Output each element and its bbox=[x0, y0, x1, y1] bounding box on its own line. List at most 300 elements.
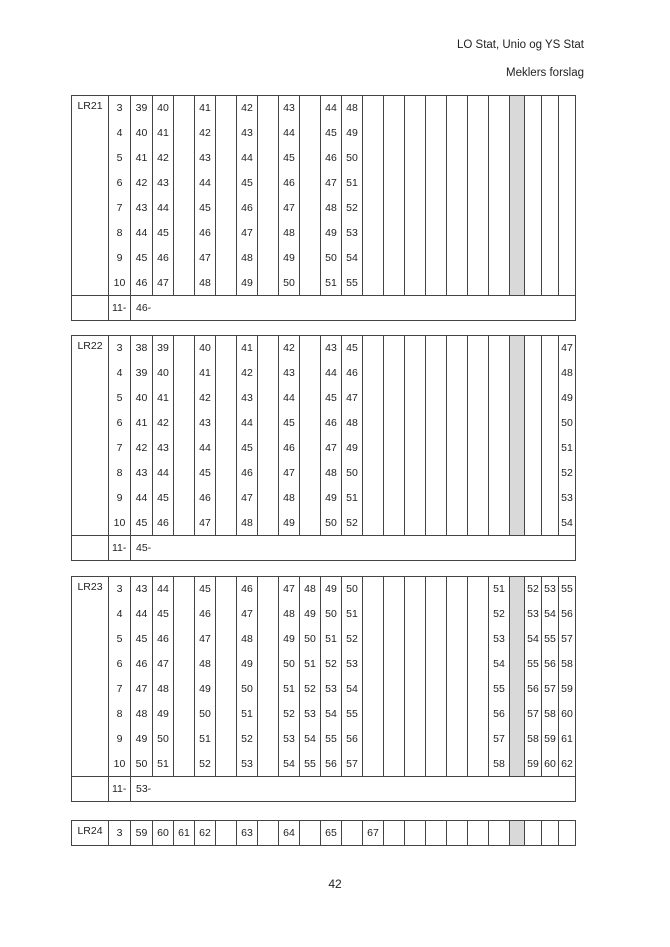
table-cell bbox=[447, 386, 468, 411]
table-cell bbox=[363, 752, 384, 777]
table-cell bbox=[447, 821, 468, 846]
table-cell bbox=[468, 386, 489, 411]
table-cell bbox=[258, 752, 279, 777]
table-cell: 7 bbox=[109, 196, 131, 221]
table-cell: 52 bbox=[279, 702, 300, 727]
table-cell: 53 bbox=[342, 221, 363, 246]
table-cell: 58 bbox=[559, 652, 576, 677]
table-cell bbox=[174, 411, 195, 436]
table-row bbox=[72, 246, 576, 271]
table-cell: 49 bbox=[237, 271, 258, 296]
table-cell bbox=[384, 752, 405, 777]
table-cell bbox=[363, 271, 384, 296]
table-cell bbox=[405, 271, 426, 296]
table-cell bbox=[489, 511, 510, 536]
table-cell bbox=[258, 702, 279, 727]
table-cell bbox=[384, 336, 405, 361]
table-cell: 46 bbox=[237, 196, 258, 221]
table-cell bbox=[216, 627, 237, 652]
table-cell bbox=[405, 221, 426, 246]
table-cell bbox=[426, 246, 447, 271]
table-cell bbox=[525, 821, 542, 846]
table-cell: 54 bbox=[489, 652, 510, 677]
table-cell: 53 bbox=[300, 702, 321, 727]
table-cell bbox=[542, 461, 559, 486]
table-cell bbox=[258, 821, 279, 846]
table-cell: 51 bbox=[300, 652, 321, 677]
table-cell bbox=[300, 246, 321, 271]
table-cell: 55 bbox=[342, 271, 363, 296]
table-cell bbox=[468, 271, 489, 296]
table-cell: 49 bbox=[321, 486, 342, 511]
table-cell bbox=[426, 677, 447, 702]
table-cell bbox=[405, 146, 426, 171]
table-cell bbox=[384, 486, 405, 511]
table-cell: 53 bbox=[489, 627, 510, 652]
table-cell: 52 bbox=[559, 461, 576, 486]
table-cell bbox=[426, 652, 447, 677]
table-cell bbox=[174, 486, 195, 511]
table-cell: 43 bbox=[237, 386, 258, 411]
table-cell: 43 bbox=[237, 121, 258, 146]
table-cell: 52 bbox=[489, 602, 510, 627]
table-cell: 48 bbox=[131, 702, 153, 727]
table-cell bbox=[510, 652, 525, 677]
table-cell bbox=[510, 702, 525, 727]
table-cell: 48 bbox=[237, 246, 258, 271]
footer-level: 53- bbox=[131, 777, 576, 802]
table-cell bbox=[363, 436, 384, 461]
table-cell bbox=[426, 702, 447, 727]
table-row bbox=[72, 652, 576, 677]
table-cell bbox=[447, 411, 468, 436]
footer-blank-cell bbox=[72, 296, 109, 321]
table-cell bbox=[258, 246, 279, 271]
table-cell: 59 bbox=[525, 752, 542, 777]
table-cell: 52 bbox=[195, 752, 216, 777]
table-cell bbox=[510, 196, 525, 221]
table-row bbox=[72, 411, 576, 436]
table-cell bbox=[447, 627, 468, 652]
table-cell: 44 bbox=[153, 577, 174, 602]
table-cell bbox=[300, 386, 321, 411]
table-cell bbox=[542, 246, 559, 271]
table-cell bbox=[384, 271, 405, 296]
table-cell bbox=[510, 221, 525, 246]
table-cell bbox=[174, 702, 195, 727]
table-cell bbox=[426, 221, 447, 246]
table-cell: 4 bbox=[109, 121, 131, 146]
table-cell: 47 bbox=[321, 436, 342, 461]
table-cell bbox=[363, 461, 384, 486]
table-cell: 43 bbox=[131, 577, 153, 602]
table-cell bbox=[542, 436, 559, 461]
table-cell: 6 bbox=[109, 171, 131, 196]
table-cell bbox=[426, 752, 447, 777]
table-cell bbox=[426, 602, 447, 627]
table-cell bbox=[542, 411, 559, 436]
table-cell bbox=[489, 246, 510, 271]
table-cell bbox=[510, 436, 525, 461]
table-cell bbox=[405, 511, 426, 536]
table-cell: 44 bbox=[153, 461, 174, 486]
footer-level: 45- bbox=[131, 536, 576, 561]
table-footer-row bbox=[72, 296, 576, 321]
table-cell: 6 bbox=[109, 411, 131, 436]
table-cell bbox=[468, 461, 489, 486]
table-row bbox=[72, 121, 576, 146]
table-row bbox=[72, 602, 576, 627]
table-cell: 47 bbox=[559, 336, 576, 361]
table-cell: 54 bbox=[300, 727, 321, 752]
table-cell: 49 bbox=[342, 436, 363, 461]
table-cell bbox=[542, 361, 559, 386]
lr-code: LR21 bbox=[72, 96, 109, 296]
table-footer-row bbox=[72, 536, 576, 561]
table-cell bbox=[559, 121, 576, 146]
header-line-2: Meklers forslag bbox=[506, 67, 584, 79]
table-row bbox=[72, 727, 576, 752]
table-cell: 41 bbox=[131, 411, 153, 436]
footer-blank-cell bbox=[72, 536, 109, 561]
footer-step: 11- bbox=[109, 536, 131, 561]
table-cell: 48 bbox=[559, 361, 576, 386]
lr-code: LR22 bbox=[72, 336, 109, 536]
table-cell bbox=[174, 461, 195, 486]
table-cell bbox=[468, 602, 489, 627]
table-cell: 47 bbox=[279, 577, 300, 602]
table-cell bbox=[363, 196, 384, 221]
table-cell bbox=[258, 221, 279, 246]
table-cell bbox=[300, 221, 321, 246]
table-cell: 42 bbox=[279, 336, 300, 361]
table-cell bbox=[489, 486, 510, 511]
table-cell bbox=[447, 146, 468, 171]
table-cell: 53 bbox=[525, 602, 542, 627]
table-cell bbox=[559, 271, 576, 296]
table-cell bbox=[216, 821, 237, 846]
table-cell bbox=[510, 727, 525, 752]
table-cell: 54 bbox=[559, 511, 576, 536]
table-cell bbox=[525, 486, 542, 511]
table-cell: 45 bbox=[131, 246, 153, 271]
table-cell: 45 bbox=[195, 196, 216, 221]
table-cell bbox=[489, 821, 510, 846]
table-cell: 46 bbox=[153, 627, 174, 652]
table-footer-row bbox=[72, 777, 576, 802]
table-cell: 3 bbox=[109, 821, 131, 846]
table-cell: 56 bbox=[342, 727, 363, 752]
table-cell: 6 bbox=[109, 652, 131, 677]
table-cell: 46 bbox=[279, 171, 300, 196]
table-cell bbox=[384, 411, 405, 436]
table-cell bbox=[525, 146, 542, 171]
table-cell bbox=[384, 602, 405, 627]
table-cell bbox=[510, 336, 525, 361]
table-cell: 49 bbox=[321, 577, 342, 602]
table-cell: 50 bbox=[342, 461, 363, 486]
table-cell: 55 bbox=[542, 627, 559, 652]
table-cell bbox=[258, 486, 279, 511]
table-cell bbox=[468, 146, 489, 171]
table-cell: 45 bbox=[279, 411, 300, 436]
table-cell bbox=[300, 436, 321, 461]
table-cell bbox=[405, 677, 426, 702]
table-cell: 58 bbox=[542, 702, 559, 727]
table-cell: 65 bbox=[321, 821, 342, 846]
table-cell bbox=[542, 386, 559, 411]
table-cell bbox=[342, 821, 363, 846]
table-cell: 4 bbox=[109, 361, 131, 386]
table-cell: 59 bbox=[131, 821, 153, 846]
table-cell bbox=[510, 411, 525, 436]
table-cell bbox=[384, 361, 405, 386]
table-cell: 9 bbox=[109, 486, 131, 511]
table-cell bbox=[216, 461, 237, 486]
table-cell: 50 bbox=[559, 411, 576, 436]
table-row bbox=[72, 677, 576, 702]
table-cell bbox=[468, 486, 489, 511]
table-cell: 52 bbox=[321, 652, 342, 677]
table-cell: 50 bbox=[279, 652, 300, 677]
table-cell bbox=[405, 436, 426, 461]
table-cell bbox=[426, 727, 447, 752]
table-cell bbox=[447, 577, 468, 602]
table-cell: 40 bbox=[195, 336, 216, 361]
table-cell: 48 bbox=[195, 271, 216, 296]
table-cell: 51 bbox=[489, 577, 510, 602]
table-cell: 51 bbox=[321, 271, 342, 296]
table-cell bbox=[447, 221, 468, 246]
table-cell bbox=[405, 627, 426, 652]
table-cell: 51 bbox=[321, 627, 342, 652]
table-cell bbox=[468, 121, 489, 146]
table-cell bbox=[363, 627, 384, 652]
table-cell bbox=[525, 411, 542, 436]
table-cell bbox=[510, 627, 525, 652]
table-cell: 57 bbox=[489, 727, 510, 752]
table-cell bbox=[426, 361, 447, 386]
table-cell bbox=[405, 121, 426, 146]
table-cell: 50 bbox=[321, 246, 342, 271]
table-cell bbox=[447, 752, 468, 777]
table-cell bbox=[216, 752, 237, 777]
table-cell: 43 bbox=[279, 96, 300, 121]
table-cell bbox=[489, 271, 510, 296]
table-cell bbox=[363, 702, 384, 727]
table-cell: 9 bbox=[109, 246, 131, 271]
table-cell: 52 bbox=[342, 511, 363, 536]
table-cell bbox=[542, 96, 559, 121]
table-cell bbox=[525, 461, 542, 486]
table-cell: 52 bbox=[342, 196, 363, 221]
table-cell bbox=[426, 386, 447, 411]
table-cell: 54 bbox=[525, 627, 542, 652]
table-cell bbox=[525, 271, 542, 296]
table-cell: 43 bbox=[153, 171, 174, 196]
table-cell bbox=[559, 146, 576, 171]
table-cell: 45 bbox=[321, 121, 342, 146]
table-cell bbox=[447, 702, 468, 727]
table-cell bbox=[300, 146, 321, 171]
table-cell bbox=[542, 196, 559, 221]
table-cell: 55 bbox=[559, 577, 576, 602]
table-cell bbox=[300, 486, 321, 511]
table-cell bbox=[426, 336, 447, 361]
table-cell bbox=[174, 336, 195, 361]
table-cell bbox=[174, 752, 195, 777]
table-row bbox=[72, 171, 576, 196]
table-cell: 42 bbox=[131, 171, 153, 196]
table-cell bbox=[510, 461, 525, 486]
table-cell bbox=[216, 146, 237, 171]
table-cell bbox=[258, 336, 279, 361]
table-row bbox=[72, 271, 576, 296]
table-cell: 53 bbox=[559, 486, 576, 511]
table-cell bbox=[384, 627, 405, 652]
table-cell: 43 bbox=[131, 461, 153, 486]
table-cell bbox=[525, 386, 542, 411]
table-cell bbox=[489, 411, 510, 436]
table-cell: 62 bbox=[559, 752, 576, 777]
table-cell bbox=[258, 271, 279, 296]
table-cell bbox=[542, 121, 559, 146]
table-cell: 53 bbox=[542, 577, 559, 602]
table-cell bbox=[525, 121, 542, 146]
table-cell: 51 bbox=[195, 727, 216, 752]
table-cell: 41 bbox=[237, 336, 258, 361]
table-cell bbox=[300, 411, 321, 436]
table-cell: 42 bbox=[237, 96, 258, 121]
table-row bbox=[72, 511, 576, 536]
table-cell bbox=[300, 271, 321, 296]
salary-table-lr23 bbox=[71, 576, 576, 802]
table-cell: 47 bbox=[195, 627, 216, 652]
table-cell bbox=[405, 486, 426, 511]
table-cell bbox=[510, 246, 525, 271]
table-cell: 50 bbox=[321, 511, 342, 536]
table-cell: 8 bbox=[109, 702, 131, 727]
table-cell bbox=[258, 411, 279, 436]
table-cell bbox=[384, 171, 405, 196]
table-cell bbox=[258, 171, 279, 196]
table-cell bbox=[405, 386, 426, 411]
table-cell: 5 bbox=[109, 146, 131, 171]
table-cell bbox=[384, 386, 405, 411]
salary-table-lr21 bbox=[71, 95, 576, 321]
table-cell bbox=[510, 121, 525, 146]
table-cell: 49 bbox=[342, 121, 363, 146]
table-cell: 47 bbox=[195, 511, 216, 536]
footer-level: 46- bbox=[131, 296, 576, 321]
table-cell bbox=[405, 361, 426, 386]
table-cell bbox=[525, 511, 542, 536]
table-cell: 47 bbox=[195, 246, 216, 271]
table-cell: 46 bbox=[342, 361, 363, 386]
table-cell bbox=[510, 361, 525, 386]
table-cell: 10 bbox=[109, 511, 131, 536]
table-row bbox=[72, 752, 576, 777]
table-cell bbox=[216, 677, 237, 702]
table-cell bbox=[300, 196, 321, 221]
table-cell: 45 bbox=[131, 511, 153, 536]
table-cell bbox=[174, 121, 195, 146]
table-cell bbox=[174, 96, 195, 121]
table-cell bbox=[542, 486, 559, 511]
table-cell bbox=[447, 436, 468, 461]
table-cell bbox=[559, 96, 576, 121]
table-cell bbox=[174, 577, 195, 602]
table-cell: 8 bbox=[109, 221, 131, 246]
table-cell: 41 bbox=[195, 361, 216, 386]
table-cell bbox=[258, 511, 279, 536]
table-cell bbox=[258, 361, 279, 386]
table-cell bbox=[216, 221, 237, 246]
table-cell bbox=[426, 411, 447, 436]
table-cell bbox=[384, 652, 405, 677]
table-cell bbox=[384, 121, 405, 146]
table-cell: 45 bbox=[237, 171, 258, 196]
table-cell bbox=[216, 121, 237, 146]
table-cell: 57 bbox=[542, 677, 559, 702]
table-cell: 60 bbox=[559, 702, 576, 727]
table-cell: 57 bbox=[525, 702, 542, 727]
table-cell: 46 bbox=[237, 461, 258, 486]
table-cell: 51 bbox=[153, 752, 174, 777]
table-cell: 10 bbox=[109, 271, 131, 296]
table-cell bbox=[405, 336, 426, 361]
table-cell: 49 bbox=[237, 652, 258, 677]
table-cell bbox=[384, 196, 405, 221]
table-cell bbox=[468, 411, 489, 436]
table-cell bbox=[363, 361, 384, 386]
table-cell bbox=[363, 486, 384, 511]
table-cell: 51 bbox=[237, 702, 258, 727]
table-cell bbox=[468, 821, 489, 846]
table-cell: 48 bbox=[342, 411, 363, 436]
table-cell: 46 bbox=[321, 146, 342, 171]
table-cell: 49 bbox=[131, 727, 153, 752]
table-cell bbox=[447, 96, 468, 121]
table-cell bbox=[542, 821, 559, 846]
table-cell: 40 bbox=[153, 96, 174, 121]
table-cell bbox=[405, 821, 426, 846]
table-cell bbox=[216, 96, 237, 121]
table-cell bbox=[363, 221, 384, 246]
table-cell: 50 bbox=[300, 627, 321, 652]
table-cell bbox=[510, 677, 525, 702]
table-cell: 42 bbox=[153, 146, 174, 171]
table-cell bbox=[258, 627, 279, 652]
table-cell bbox=[174, 436, 195, 461]
table-cell bbox=[426, 121, 447, 146]
table-cell: 54 bbox=[321, 702, 342, 727]
table-cell: 41 bbox=[153, 386, 174, 411]
table-cell: 61 bbox=[174, 821, 195, 846]
table-cell: 42 bbox=[195, 121, 216, 146]
table-cell bbox=[525, 171, 542, 196]
table-cell bbox=[447, 336, 468, 361]
table-cell: 52 bbox=[300, 677, 321, 702]
table-cell bbox=[216, 196, 237, 221]
table-cell bbox=[525, 196, 542, 221]
table-cell bbox=[510, 171, 525, 196]
table-cell bbox=[216, 246, 237, 271]
table-cell: 47 bbox=[279, 196, 300, 221]
table-cell: 47 bbox=[153, 271, 174, 296]
table-cell bbox=[489, 461, 510, 486]
table-cell: 60 bbox=[153, 821, 174, 846]
